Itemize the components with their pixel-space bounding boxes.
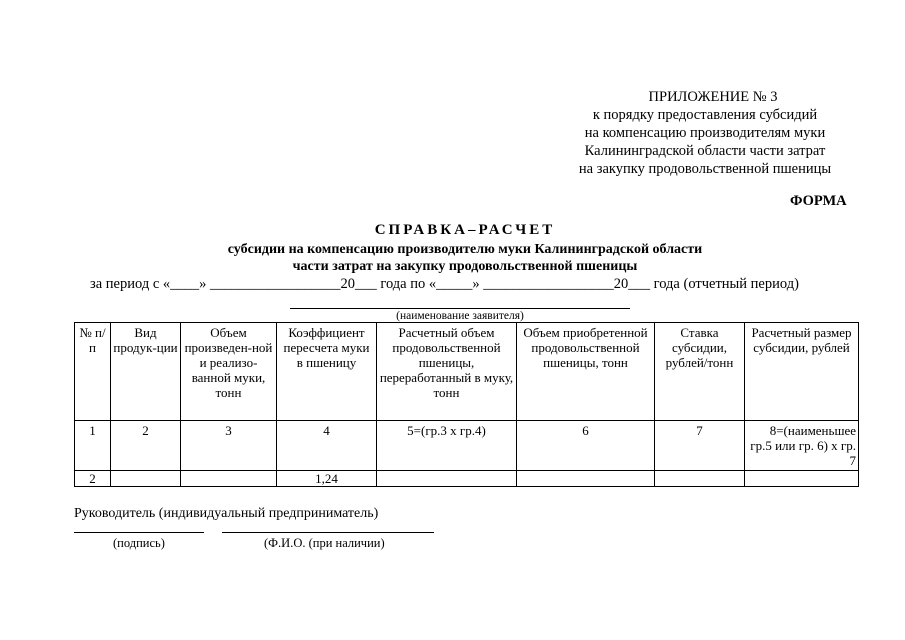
period-line: за период с «____» __________________20___ года по «_____» __________________20___ года (отчетный период) — [90, 276, 799, 292]
appendix-title: ПРИЛОЖЕНИЕ № 3 — [648, 89, 778, 105]
appendix-line: к порядку предоставления субсидий — [592, 107, 818, 123]
name-caption: (Ф.И.О. (при наличии) — [264, 536, 385, 550]
calculation-table — [74, 322, 859, 487]
name-line[interactable] — [222, 532, 434, 533]
signature-caption: (подпись) — [113, 536, 165, 550]
table-cell[interactable] — [745, 471, 859, 487]
document-subtitle-1: субсидии на компенсацию производителю муки Калининградской области — [227, 242, 703, 257]
header-cell: № п/п — [75, 323, 111, 421]
table-cell[interactable]: 2 — [75, 471, 111, 487]
header-cell: Объем произведен-ной и реализо-ванной муки, тонн — [181, 323, 277, 421]
appendix-line: Калининградской области части затрат — [584, 143, 826, 159]
table-header-row — [75, 323, 859, 421]
applicant-caption: (наименование заявителя) — [396, 310, 524, 322]
manager-label: Руководитель (индивидуальный предприниматель) — [74, 506, 379, 521]
column-number-row — [75, 421, 859, 471]
applicant-field-line — [290, 308, 630, 309]
signature-line[interactable] — [74, 532, 204, 533]
table-row — [75, 471, 859, 487]
column-number-cell: 2 — [111, 421, 181, 471]
column-number-cell: 8=(наименьшее гр.5 или гр. 6) х гр. 7 — [745, 421, 859, 471]
form-label: ФОРМА — [790, 193, 847, 209]
column-number-cell: 4 — [277, 421, 377, 471]
table-cell[interactable] — [181, 471, 277, 487]
column-number-cell: 5=(гр.3 х гр.4) — [377, 421, 517, 471]
column-number-cell: 1 — [75, 421, 111, 471]
header-cell: Расчетный объем продовольственной пшеницы, переработанный в муку, тонн — [377, 323, 517, 421]
table-cell[interactable]: 1,24 — [277, 471, 377, 487]
appendix-line: на закупку продовольственной пшеницы — [578, 161, 832, 177]
header-cell: Расчетный размер субсидии, рублей — [745, 323, 859, 421]
appendix-line: на компенсацию производителям муки — [584, 125, 826, 141]
table-cell[interactable] — [111, 471, 181, 487]
header-cell: Объем приобретенной продовольственной пшеницы, тонн — [517, 323, 655, 421]
document-subtitle-2: части затрат на закупку продовольственной пшеницы — [292, 259, 638, 274]
table-cell[interactable] — [377, 471, 517, 487]
column-number-cell: 7 — [655, 421, 745, 471]
header-cell: Ставка субсидии, рублей/тонн — [655, 323, 745, 421]
document-title: СПРАВКА–РАСЧЕТ — [374, 222, 556, 238]
header-cell: Вид продук-ции — [111, 323, 181, 421]
header-cell: Коэффициент пересчета муки в пшеницу — [277, 323, 377, 421]
table-cell[interactable] — [655, 471, 745, 487]
column-number-cell: 3 — [181, 421, 277, 471]
table-cell[interactable] — [517, 471, 655, 487]
appendix-block — [520, 88, 890, 178]
column-number-cell: 6 — [517, 421, 655, 471]
